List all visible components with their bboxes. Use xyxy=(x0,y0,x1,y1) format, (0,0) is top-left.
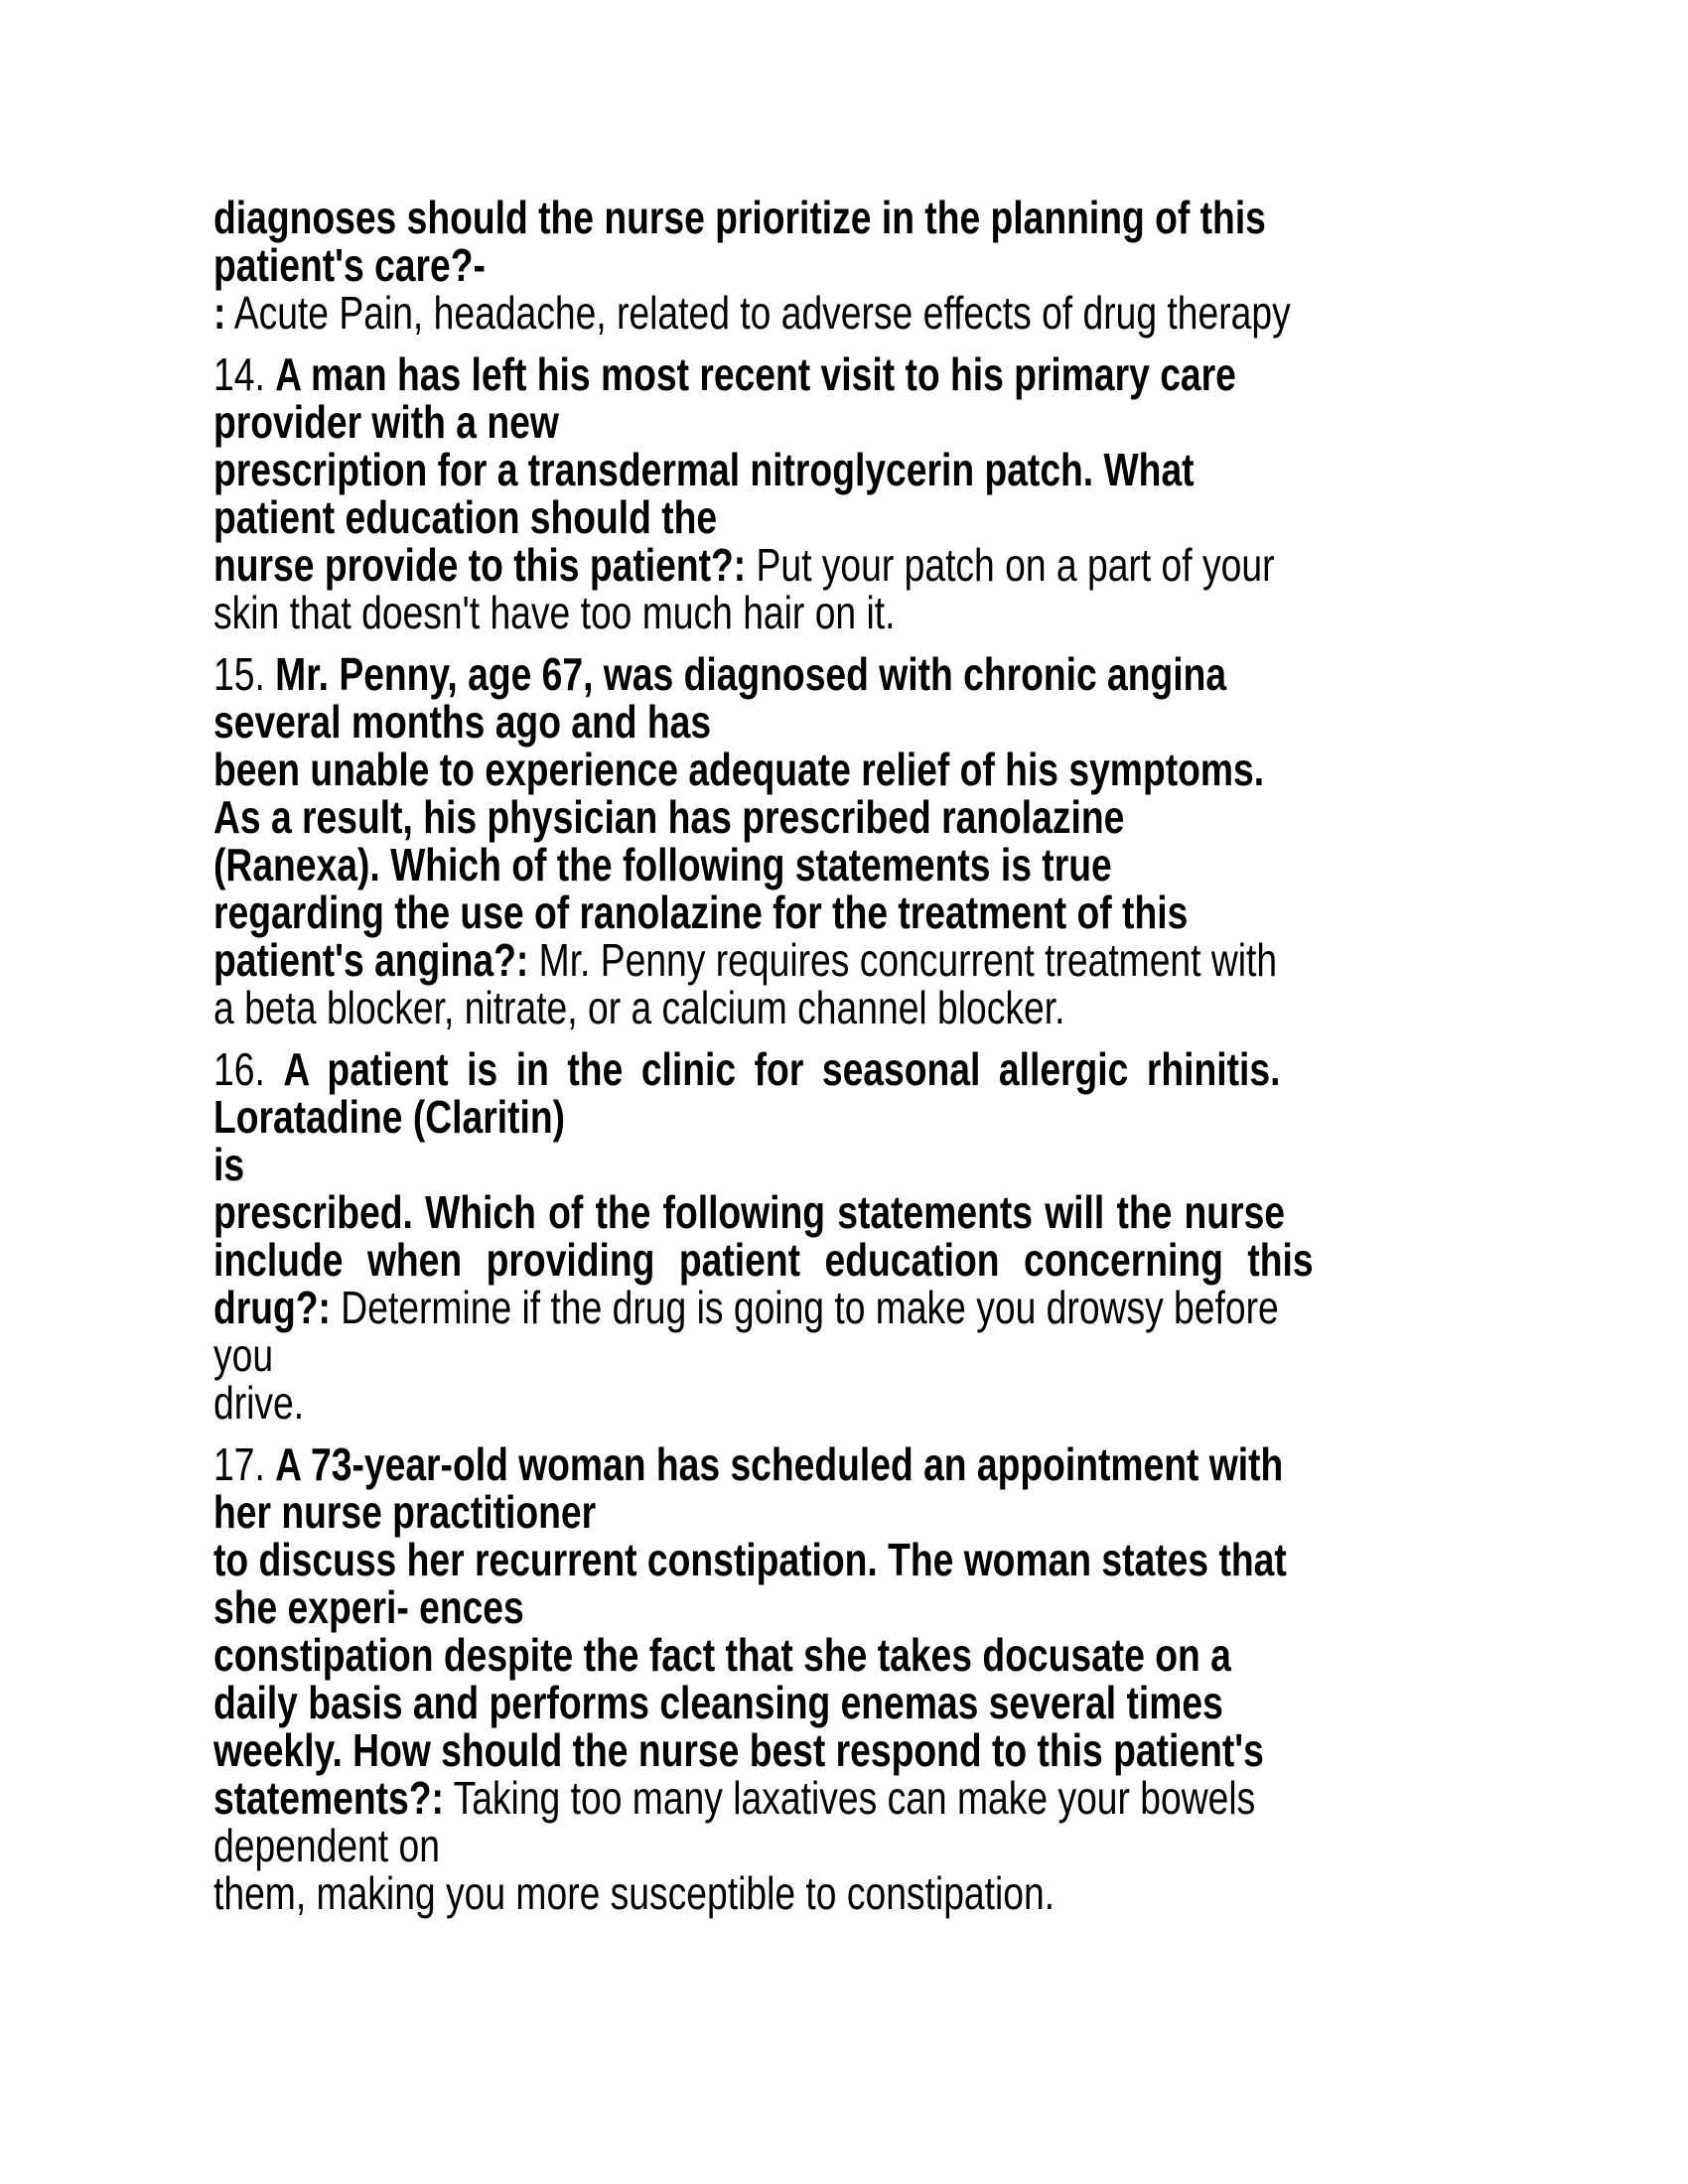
question-text-bold: prescription for a transdermal nitroglycerin patch. What xyxy=(213,444,1195,495)
text-line xyxy=(213,1093,1685,1141)
answer-text: a beta blocker, nitrate, or a calcium channel blocker. xyxy=(213,982,1065,1033)
text-line xyxy=(213,1188,1685,1236)
question-text-bold: A man has left his most recent visit to his primary care xyxy=(275,348,1236,400)
answer-text: Acute Pain, headache, related to adverse effects of drug therapy xyxy=(225,287,1291,339)
question-text-bold: A 73-year-old woman has scheduled an appointment with xyxy=(275,1438,1284,1490)
text-line xyxy=(213,1141,1685,1188)
text-line xyxy=(213,841,1685,888)
answer-colon-bold: : xyxy=(213,287,226,339)
text-line xyxy=(213,493,1685,541)
text-line xyxy=(213,1679,1685,1726)
text-line xyxy=(213,1869,1685,1917)
question-text-bold: nurse provide to this patient?: xyxy=(213,539,747,591)
question-text-bold: Loratadine (Claritin) xyxy=(213,1091,565,1143)
text-line xyxy=(213,1379,1685,1427)
question-number: 15. xyxy=(213,648,276,700)
text-line xyxy=(213,1045,1685,1093)
text-line xyxy=(213,1284,1685,1331)
answer-text: Determine if the drug is going to make you drowsy before xyxy=(330,1282,1279,1333)
text-line xyxy=(213,1536,1685,1583)
question-text-bold: several months ago and has xyxy=(213,696,712,748)
question-text-bold: As a result, his physician has prescribed ranolazine xyxy=(213,791,1125,843)
text-line xyxy=(213,1726,1685,1774)
question-text-bold: been unable to experience adequate relief of his symptoms. xyxy=(213,744,1265,795)
question-number: 17. xyxy=(213,1438,276,1490)
answer-text: them, making you more susceptible to constipation. xyxy=(213,1867,1055,1919)
question-text-bold: patient's angina?: xyxy=(213,934,529,986)
question-text-bold: to discuss her recurrent constipation. The woman states that xyxy=(213,1534,1287,1585)
question-text-bold: include when providing patient education concerning this xyxy=(213,1234,1314,1286)
text-line xyxy=(213,1331,1685,1379)
text-line xyxy=(213,1440,1685,1488)
text-line xyxy=(213,241,1685,289)
text-line xyxy=(213,194,1685,241)
text-line xyxy=(213,984,1685,1031)
question-text-bold: Mr. Penny, age 67, was diagnosed with chronic angina xyxy=(275,648,1227,700)
question-text-bold: prescribed. Which of the following statements will the nurse xyxy=(213,1186,1286,1238)
text-line xyxy=(213,1822,1685,1869)
question-13-answer-fragment xyxy=(213,194,1685,337)
question-text-bold: patient's care?- xyxy=(213,239,486,291)
text-line xyxy=(213,746,1685,793)
question-text-bold: statements?: xyxy=(213,1772,444,1824)
question-text-bold: diagnoses should the nurse prioritize in the planning of this xyxy=(213,192,1266,243)
text-line xyxy=(213,541,1685,589)
text-line xyxy=(213,1631,1685,1679)
text-line xyxy=(213,936,1685,984)
question-text-bold: drug?: xyxy=(213,1282,331,1333)
text-line xyxy=(213,698,1685,746)
question-text-bold: regarding the use of ranolazine for the treatment of this xyxy=(213,887,1189,938)
question-text-bold: provider with a new xyxy=(213,396,559,448)
text-line xyxy=(213,446,1685,493)
text-line xyxy=(213,650,1685,698)
text-line xyxy=(213,289,1685,337)
document-text xyxy=(213,194,1685,1917)
text-line xyxy=(213,589,1685,636)
text-line xyxy=(213,398,1685,446)
text-line xyxy=(213,1583,1685,1631)
text-line xyxy=(213,888,1685,936)
question-number: 14. xyxy=(213,348,276,400)
question-text-bold: weekly. How should the nurse best respond to this patient's xyxy=(213,1724,1264,1776)
question-text-bold: constipation despite the fact that she takes docusate on a xyxy=(213,1629,1231,1681)
text-line xyxy=(213,1236,1685,1284)
question-text-bold: daily basis and performs cleansing enemas several times xyxy=(213,1677,1223,1728)
answer-text: dependent on xyxy=(213,1820,440,1871)
question-15 xyxy=(213,650,1685,1031)
question-17 xyxy=(213,1440,1685,1917)
text-line xyxy=(213,350,1685,398)
question-14 xyxy=(213,350,1685,636)
question-number: 16. xyxy=(213,1043,284,1095)
question-text-bold: (Ranexa). Which of the following statements is true xyxy=(213,839,1112,890)
answer-text: drive. xyxy=(213,1377,305,1429)
answer-text: Mr. Penny requires concurrent treatment with xyxy=(528,934,1278,986)
question-text-bold: patient education should the xyxy=(213,491,718,543)
text-line xyxy=(213,793,1685,841)
question-text-bold: is xyxy=(213,1139,245,1190)
question-text-bold: A patient is in the clinic for seasonal allergic rhinitis. xyxy=(283,1043,1281,1095)
answer-text: Put your patch on a part of your xyxy=(746,539,1275,591)
question-16 xyxy=(213,1045,1685,1427)
text-line xyxy=(213,1488,1685,1536)
question-text-bold: her nurse practitioner xyxy=(213,1486,597,1538)
answer-text: skin that doesn't have too much hair on it. xyxy=(213,587,896,638)
text-line xyxy=(213,1774,1685,1822)
question-text-bold: she experi- ences xyxy=(213,1581,524,1633)
answer-text: you xyxy=(213,1329,274,1381)
answer-text: Taking too many laxatives can make your bowels xyxy=(443,1772,1256,1824)
